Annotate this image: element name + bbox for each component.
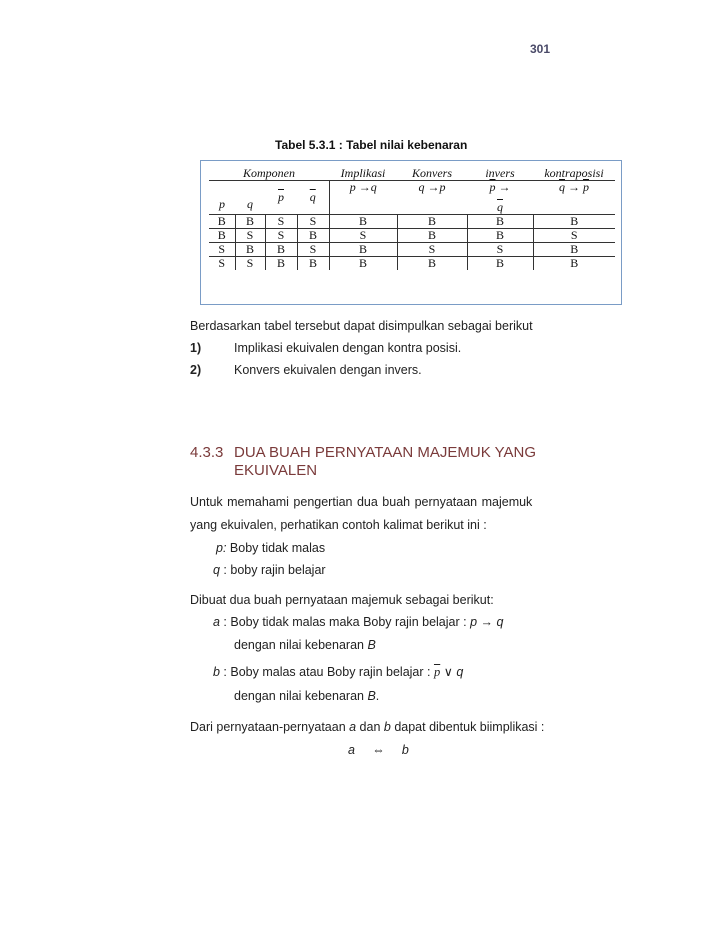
- section-title-line2: EKUIVALEN: [234, 462, 318, 479]
- header-not-q: $\overline{q}$: [309, 190, 316, 204]
- invers-not-p: $\overline{p}$: [489, 180, 496, 194]
- invers-formula: [467, 181, 533, 195]
- table-row: S B B S B S S B: [209, 243, 615, 257]
- header-implikasi: Implikasi: [329, 167, 397, 181]
- header-p: p: [219, 196, 225, 211]
- konvers-formula: q →p: [418, 180, 446, 194]
- statement-a: a : Boby tidak malas maka Boby rajin belajar : p → q: [213, 615, 504, 629]
- header-not-p: $\overline{p}$: [278, 190, 284, 204]
- implikasi-formula: p →q: [329, 181, 397, 195]
- kontraposisi-formula: [533, 181, 615, 195]
- header-q: q: [247, 196, 253, 211]
- biimplication-formula: a ⇔ b: [348, 743, 409, 757]
- conclusion-item-2: 2) Konvers ekuivalen dengan invers.: [190, 363, 422, 377]
- table-row: B S S B S B B S: [209, 229, 615, 243]
- definition-q: q : boby rajin belajar: [213, 563, 326, 577]
- page-number: 301: [530, 42, 551, 56]
- paragraph-biimplication: Dari pernyataan-pernyataan a dan b dapat dibentuk biimplikasi :: [190, 720, 545, 734]
- section-number: 4.3.3: [190, 444, 224, 461]
- paragraph-compound: Dibuat dua buah pernyataan majemuk sebagai berikut:: [190, 593, 494, 607]
- header-kontraposisi: kontraposisi: [533, 167, 615, 181]
- paragraph-intro-line1: Untuk memahami pengertian dua buah pernyataan majemuk: [190, 495, 533, 509]
- truth-table-box: [200, 160, 622, 305]
- section-title-line1: DUA BUAH PERNYATAAN MAJEMUK YANG: [234, 444, 536, 461]
- header-invers: invers: [467, 167, 533, 181]
- conclusion-item-1: 1) Implikasi ekuivalen dengan kontra posisi.: [190, 341, 462, 355]
- kontra-not-q: $\overline{q}$: [559, 180, 565, 194]
- statement-a-truth: dengan nilai kebenaran B: [234, 638, 376, 652]
- statement-b: b : Boby malas atau Boby rajin belajar : $\overline{p}$ ∨ q: [213, 665, 464, 679]
- statement-b-truth: dengan nilai kebenaran B.: [234, 689, 380, 703]
- invers-arrow: →: [498, 180, 511, 194]
- section-heading: [190, 444, 536, 480]
- kontra-arrow: →: [568, 180, 580, 194]
- invers-not-q: $\overline{q}$: [497, 200, 503, 214]
- definition-p: p: Boby tidak malas: [216, 541, 326, 555]
- table-row: S S B B B B B B: [209, 257, 615, 271]
- kontra-not-p: $\overline{p}$: [583, 180, 589, 194]
- table-caption: Tabel 5.3.1 : Tabel nilai kebenaran: [275, 138, 468, 152]
- header-konvers: Konvers: [397, 167, 467, 181]
- table-row: B B S S B B B B: [209, 215, 615, 229]
- truth-table: [209, 167, 615, 270]
- conclusion-intro: Berdasarkan tabel tersebut dapat disimpulkan sebagai berikut: [190, 319, 533, 333]
- header-komponen: Komponen: [209, 167, 329, 181]
- paragraph-intro-line2: yang ekuivalen, perhatikan contoh kalimat berikut ini :: [190, 518, 487, 532]
